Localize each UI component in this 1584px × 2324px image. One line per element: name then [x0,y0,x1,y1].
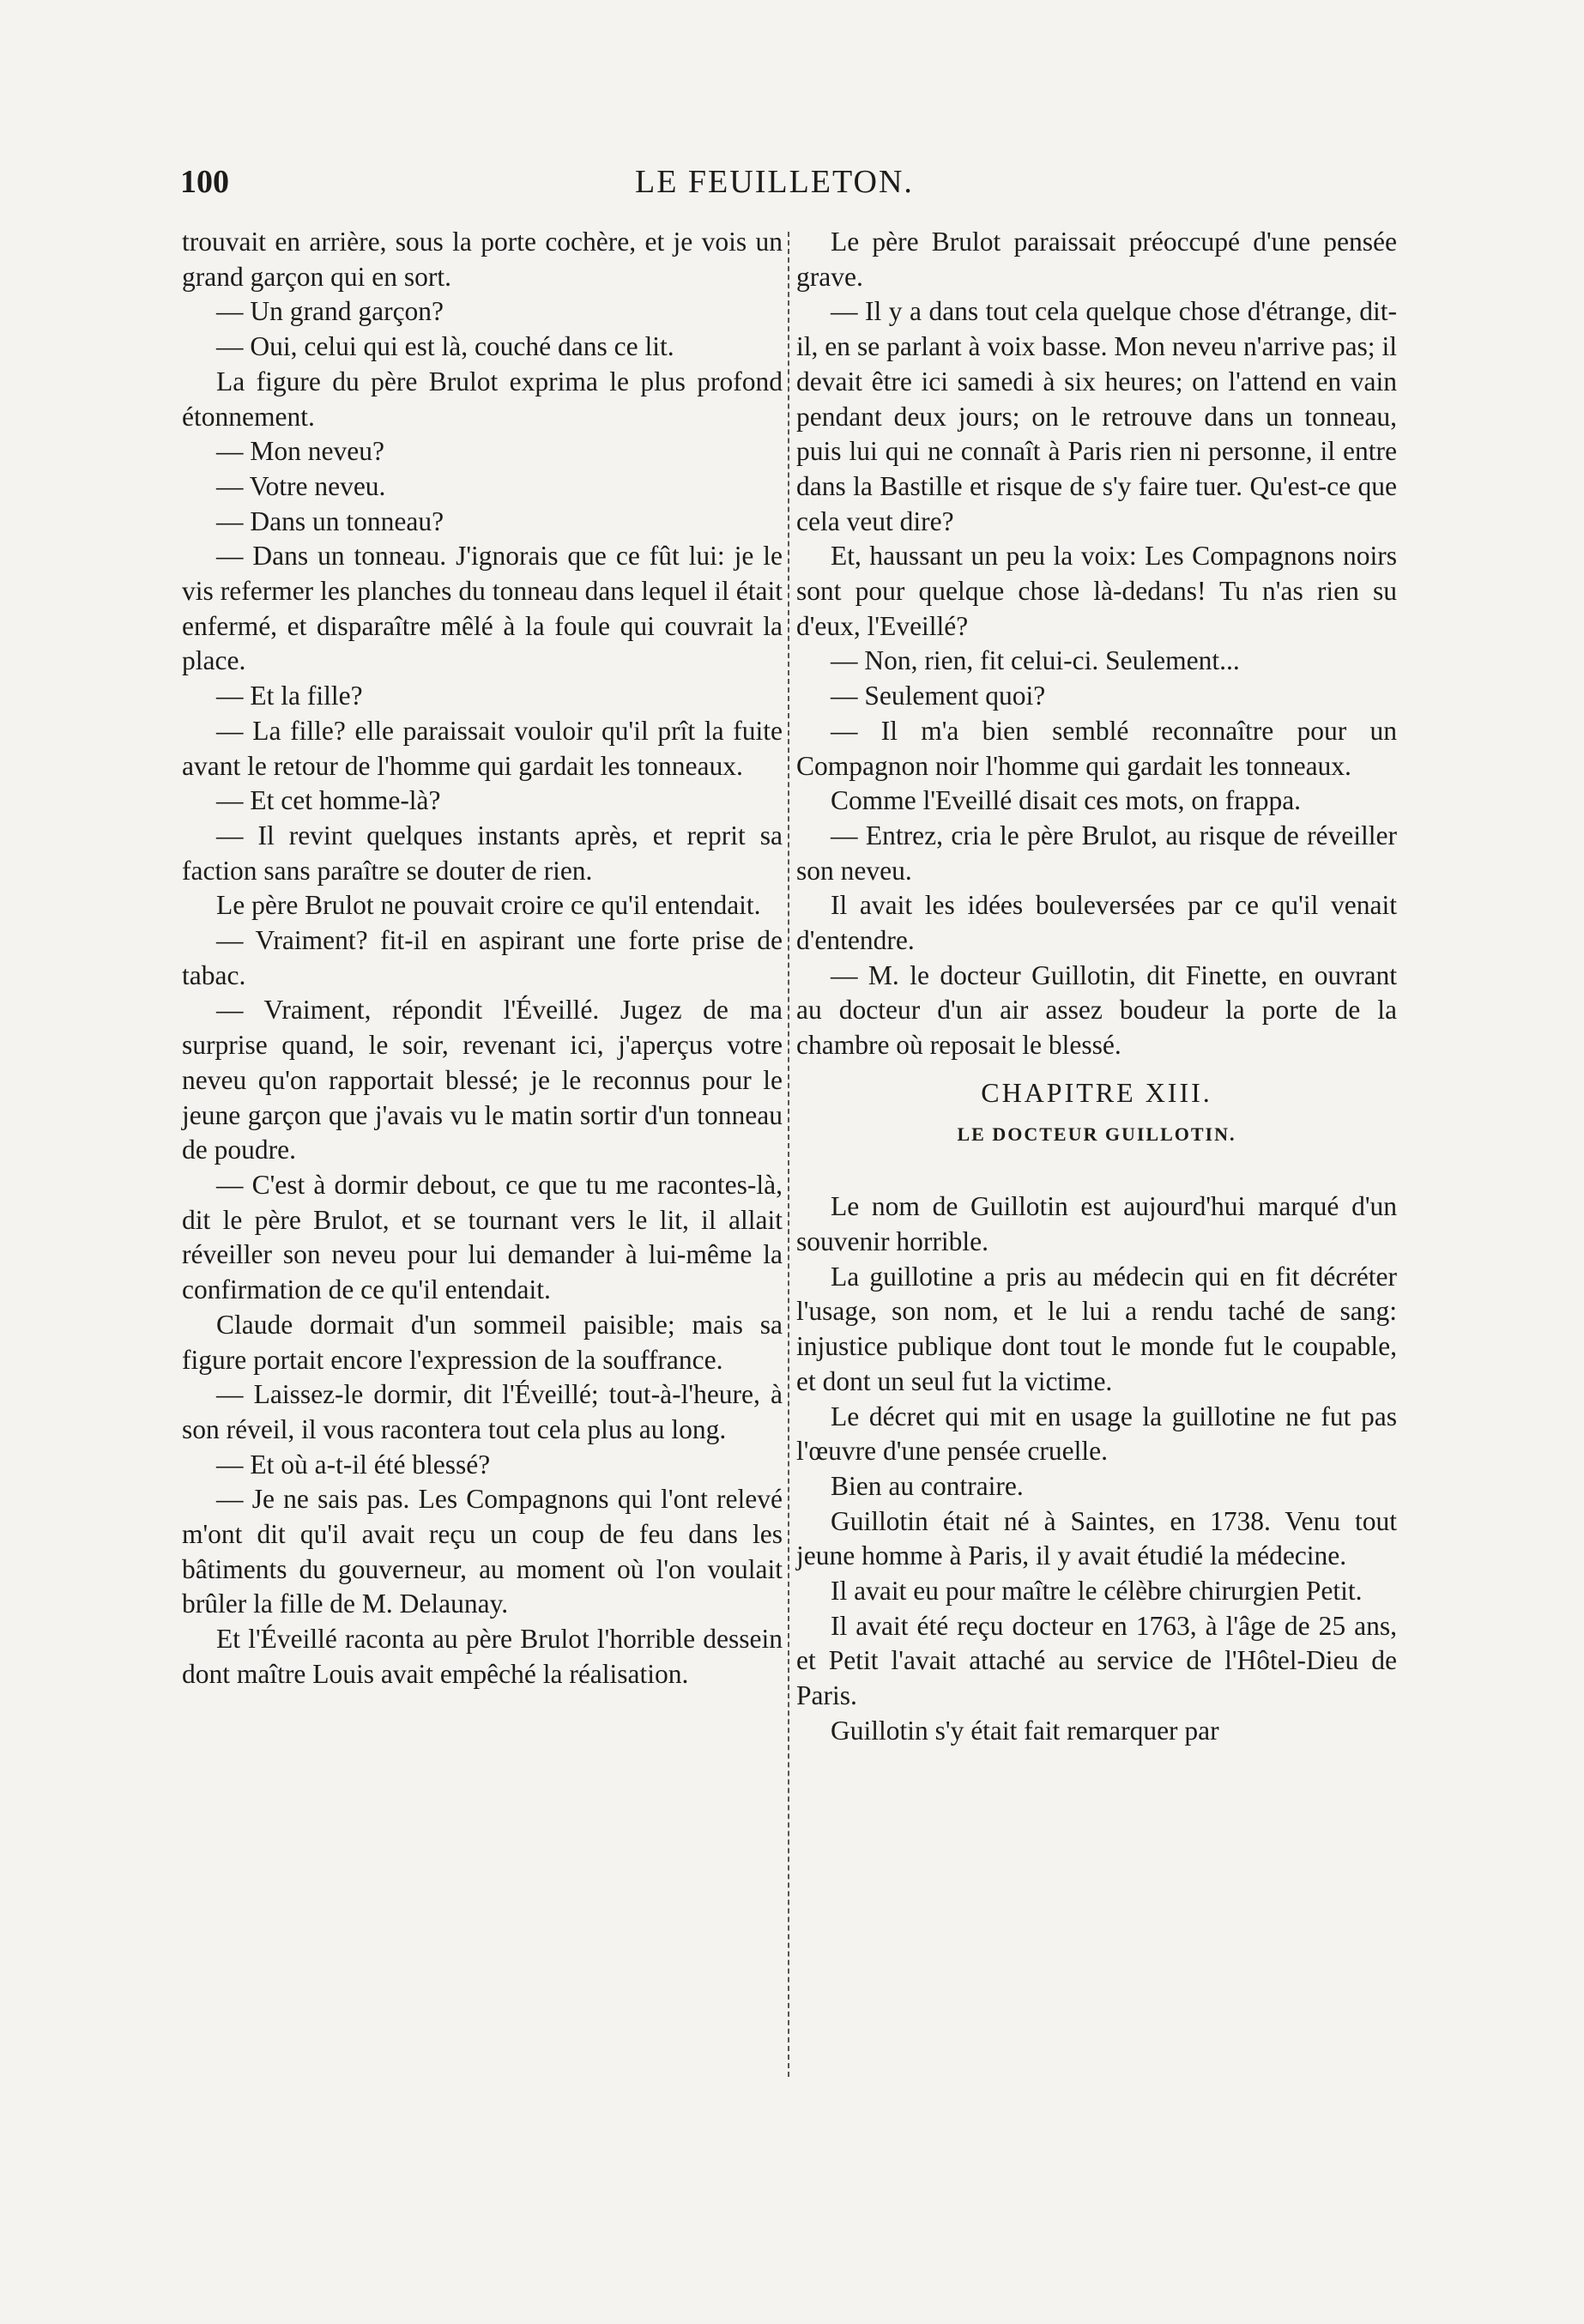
paragraph: — Il m'a bien semblé reconnaître pour un Compagnon noir l'homme qui gardait les tonneaux. [796,715,1397,781]
paragraph: — Dans un tonneau. J'ignorais que ce fût lui: je le vis refermer les planches du tonneau dans lequel il était enfermé, et disparaître mêlé à la foule qui couvrait la place. [182,541,783,676]
paragraph: — Vraiment, répondit l'Éveillé. Jugez de ma surprise quand, le soir, revenant ici, j'aperçus votre neveu qu'on rapportait blessé; je le reconnus pour le jeune garçon que j'avais vu le matin sortir d'un tonneau de poudre. [182,995,783,1165]
paragraph: — Laissez-le dormir, dit l'Éveillé; tout-à-l'heure, à son réveil, il vous racontera tout cela plus au long. [182,1379,783,1444]
paragraph: La guillotine a pris au médecin qui en fit décréter l'usage, son nom, et le lui a rendu taché de sang: injustice publique dont tout le monde fut le coupable, et dont un seul fut la victime. [796,1261,1397,1396]
paragraph: — Dans un tonneau? [216,505,444,536]
paragraph: — Non, rien, fit celui-ci. Seulement... [831,645,1240,676]
paragraph: Il avait les idées bouleversées par ce qu'il venait d'entendre. [796,890,1397,956]
column-divider [788,232,789,2077]
chapter-subheading: LE DOCTEUR GUILLOTIN. [957,1123,1236,1145]
right-column-top [796,225,1397,1063]
paragraph: Le décret qui mit en usage la guillotine ne fut pas l'œuvre d'une pensée cruelle. [796,1401,1397,1467]
paragraph: — Et où a-t-il été blessé? [216,1449,491,1480]
paragraph: Il avait eu pour maître le célèbre chirurgien Petit. [831,1576,1363,1607]
paragraph: — M. le docteur Guillotin, dit Finette, en ouvrant au docteur d'un air assez boudeur la porte de la chambre où reposait le blessé. [796,959,1397,1061]
paragraph: — Seulement quoi? [831,681,1046,711]
paragraph: — Un grand garçon? [216,296,444,327]
paragraph: Guillotin était né à Saintes, en 1738. Venu tout jeune homme à Paris, il y avait étudié la médecine. [796,1505,1397,1571]
paragraph: Et l'Éveillé raconta au père Brulot l'horrible dessein dont maître Louis avait empêché la réalisation. [182,1624,783,1689]
paragraph: — Il revint quelques instants après, et reprit sa faction sans paraître se douter de rien. [182,820,783,886]
paragraph: — Je ne sais pas. Les Compagnons qui l'ont relevé m'ont dit qu'il avait reçu un coup de feu dans les bâtiments du gouverneur, au moment où l'on voulait brûler la fille de M. Delaunay. [182,1484,783,1619]
paragraph: — Vraiment? fit-il en aspirant une forte prise de tabac. [182,925,783,990]
paragraph: Il avait été reçu docteur en 1763, à l'âge de 25 ans, et Petit l'avait attaché au service de l'Hôtel-Dieu de Paris. [796,1610,1397,1711]
paragraph: — C'est à dormir debout, ce que tu me racontes-là, dit le père Brulot, et se tournant vers le lit, il allait réveiller son neveu pour lui demander à lui-même la confirmation de ce qu'il entendait. [182,1169,783,1305]
paragraph: Le père Brulot paraissait préoccupé d'une pensée grave. [796,227,1397,292]
paragraph: Et, haussant un peu la voix: Les Compagnons noirs sont pour quelque chose là-dedans! Tu n'as rien su d'eux, l'Eveillé? [796,541,1397,641]
paragraph: — Mon neveu? [216,436,384,467]
paragraph: Comme l'Eveillé disait ces mots, on frappa. [831,785,1302,816]
paragraph: Claude dormait d'un sommeil paisible; mais sa figure portait encore l'expression de la souffrance. [182,1309,783,1375]
paragraph: — Entrez, cria le père Brulot, au risque de réveiller son neveu. [796,820,1397,886]
right-column-bottom [796,1189,1397,1748]
paragraph: — Il y a dans tout cela quelque chose d'étrange, dit-il, en se parlant à voix basse. Mon neveu n'arrive pas; il devait être ici samedi à six heures; on l'attend en vain pendant deux jours; on le retrouve dans un tonneau, puis lui qui ne connaît à Paris rien ni personne, il entre dans la Bastille et risque de s'y faire tuer. Qu'est-ce que cela veut dire? [796,296,1397,536]
paragraph: Guillotin s'y était fait remarquer par [831,1715,1219,1746]
chapter-heading: CHAPITRE XIII. [981,1076,1212,1108]
paragraph: trouvait en arrière, sous la porte cochère, et je vois un grand garçon qui en sort. [182,227,783,292]
right-column [796,225,1397,1749]
paragraph: La figure du père Brulot exprima le plus profond étonnement. [182,366,783,432]
page-header [180,163,1433,206]
left-column [182,225,783,1692]
paragraph: Le père Brulot ne pouvait croire ce qu'il entendait. [216,890,761,921]
page-number: 100 [180,164,229,200]
paragraph: — Et la fille? [216,681,363,711]
paragraph: Le nom de Guillotin est aujourd'hui marqué d'un souvenir horrible. [796,1191,1397,1256]
paragraph: — La fille? elle paraissait vouloir qu'il prît la fuite avant le retour de l'homme qui gardait les tonneaux. [182,715,783,781]
paragraph: — Et cet homme-là? [216,785,441,816]
running-title: LE FEUILLETON. [635,164,914,200]
paragraph: — Oui, celui qui est là, couché dans ce lit. [216,331,674,362]
paragraph: Bien au contraire. [831,1470,1024,1501]
paragraph: — Votre neveu. [216,470,386,501]
